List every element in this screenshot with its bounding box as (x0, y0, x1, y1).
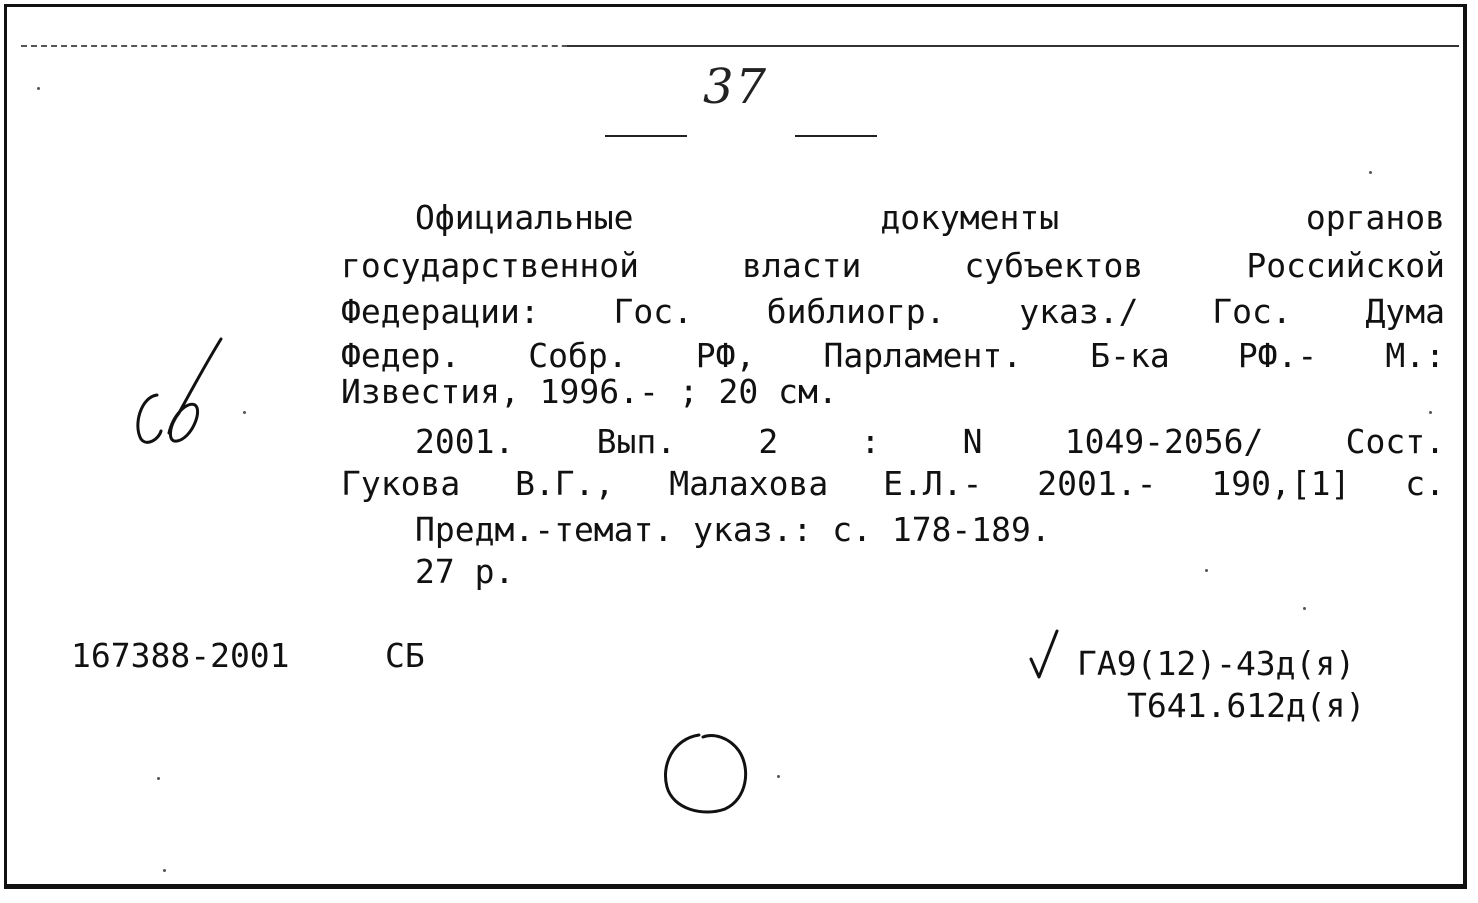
scan-speck (157, 777, 160, 780)
volume-line-2: Гукова В.Г., Малахова Е.Л.- 2001.- 190,[1] с. (341, 464, 1445, 503)
scan-speck (777, 775, 780, 778)
scan-speck (1303, 607, 1306, 610)
index-note: Предм.-темат. указ.: с. 178-189. (415, 510, 1051, 549)
catalog-card (4, 4, 1467, 889)
classification-index-1: ГА9(12)-43д(я) (1077, 644, 1356, 683)
entry-line-4: Федер. Собр. РФ, Парламент. Б-ка РФ.- М.: (341, 336, 1445, 375)
entry-line-5: Известия, 1996.- ; 20 см. (341, 372, 838, 411)
handwritten-page-number: 37 (703, 59, 769, 115)
scan-speck (243, 411, 246, 414)
scan-speck (1205, 569, 1208, 572)
check-mark-icon (1029, 629, 1069, 685)
scan-speck (1369, 171, 1372, 174)
scan-speck (163, 869, 166, 872)
scan-speck (1429, 411, 1432, 414)
page-number-underline-right (795, 135, 877, 137)
registration-number: 167388-2001 (71, 636, 290, 675)
page-number-underline-left (605, 135, 687, 137)
price: 27 р. (415, 552, 515, 591)
handwritten-sb-mark (129, 335, 239, 455)
top-solid-rule (567, 45, 1459, 47)
volume-line-1: 2001. Вып. 2 : N 1049-2056/ Сост. (415, 422, 1445, 461)
scan-speck (37, 87, 40, 90)
entry-line-1: Официальные документы органов (415, 198, 1445, 237)
entry-line-2: государственной власти субъектов Российской (341, 246, 1445, 285)
hand-drawn-circle (659, 729, 755, 821)
entry-line-3: Федерации: Гос. библиогр. указ./ Гос. Дума (341, 292, 1445, 331)
classification-index-2: Т641.612д(я) (1127, 686, 1366, 725)
collection-code: СБ (385, 636, 425, 675)
